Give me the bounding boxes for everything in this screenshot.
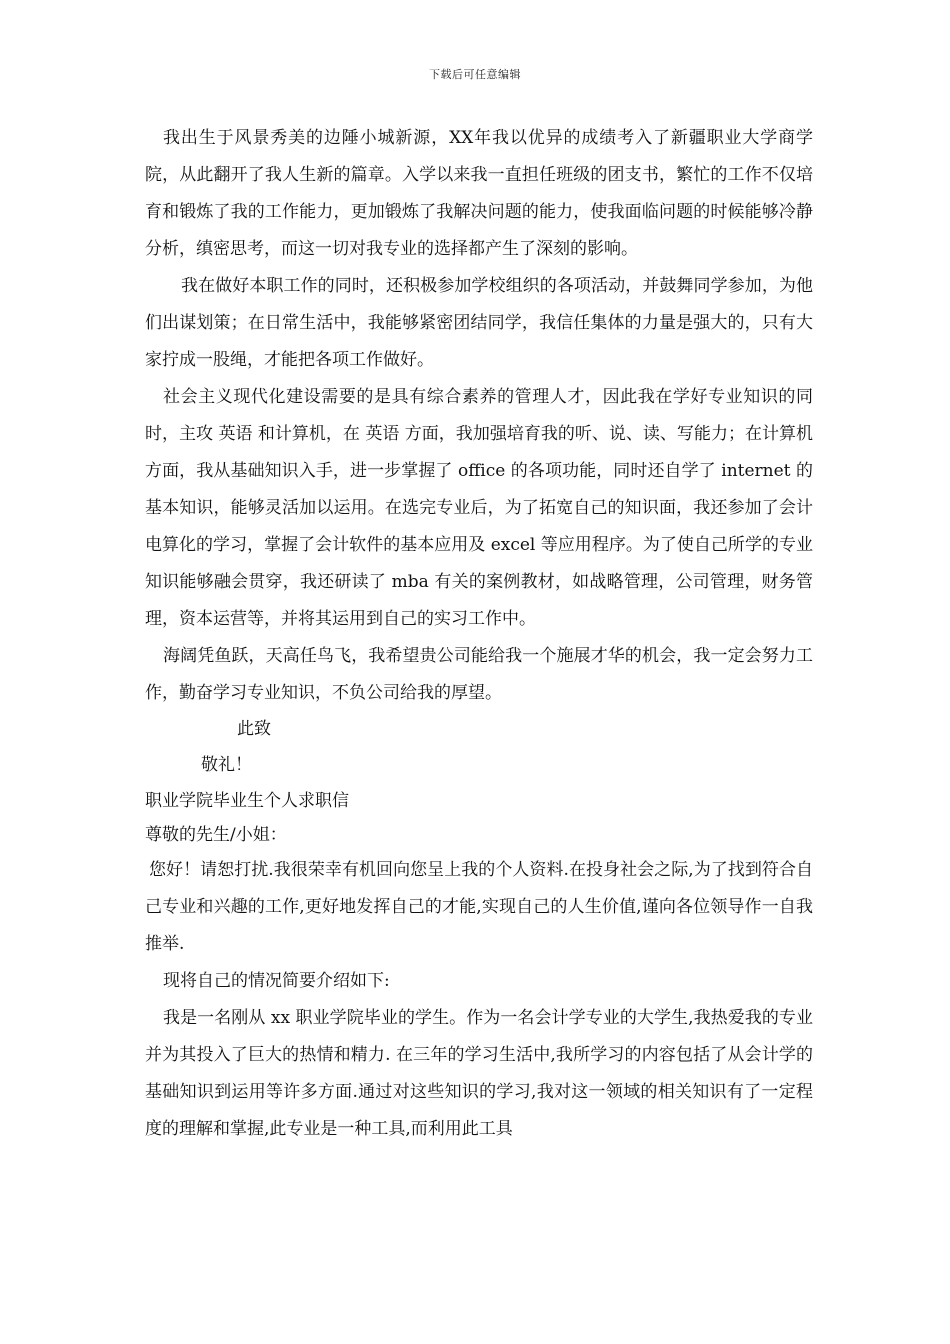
letter1-paragraph-4: 海阔凭鱼跃，天高任鸟飞，我希望贵公司能给我一个施展才华的机会，我一定会努力工作，勤奋学习专业知识，不负公司给我的厚望。 (145, 646, 813, 703)
closing-line-2: 敬礼！ (201, 755, 252, 775)
letter2-paragraph-2: 现将自己的情况简要介绍如下: (163, 971, 390, 991)
letter2-salutation: 尊敬的先生/小姐： (145, 825, 287, 845)
letter1-paragraph-2: 我在做好本职工作的同时，还积极参加学校组织的各项活动，并鼓舞同学参加，为他们出谋划策；在日常生活中，我能够紧密团结同学，我信任集体的力量是强大的，只有大家拧成一股绳，才能把各项工作做好。 (145, 276, 813, 370)
letter2-paragraph-3: 我是一名刚从 xx 职业学院毕业的学生。作为一名会计学专业的大学生,我热爱我的专业并为其投入了巨大的热情和精力. 在三年的学习生活中,我所学习的内容包括了从会计学的基础知识到运用等许多方面.通过对这些知识的学习,我对这一领域的相关知识有了一定程度的理解和掌握,此专业是一种工具,而利用此工具 (145, 1008, 813, 1139)
page-header: 下载后可任意编辑 (429, 68, 521, 81)
letter2-title: 职业学院毕业生个人求职信 (145, 791, 349, 811)
letter1-paragraph-1: 我出生于风景秀美的边陲小城新源，XX年我以优异的成绩考入了新疆职业大学商学院，从此翻开了我人生新的篇章。入学以来我一直担任班级的团支书，繁忙的工作不仅培育和锻炼了我的工作能力，更加锻炼了我解决问题的能力，使我面临问题的时候能够冷静分析，缜密思考，而这一切对我专业的选择都产生了深刻的影响。 (145, 128, 813, 259)
document-body (145, 120, 813, 1148)
letter1-paragraph-3: 社会主义现代化建设需要的是具有综合素养的管理人才，因此我在学好专业知识的同时，主攻 英语 和计算机，在 英语 方面，我加强培育我的听、说、读、写能力；在计算机方面，我从基础知识入手，进一步掌握了 office 的各项功能，同时还自学了 internet 的基本知识，能够灵活加以运用。在选完专业后，为了拓宽自己的知识面，我还参加了会计电算化的学习，掌握了会计软件的基本应用及 excel 等应用程序。为了使自己所学的专业知识能够融会贯穿，我还研读了 mba 有关的案例教材，如战略管理，公司管理，财务管理，资本运营等，并将其运用到自己的实习工作中。 (145, 387, 813, 629)
letter2-paragraph-1: 您好！请恕打扰.我很荣幸有机回向您呈上我的个人资料.在投身社会之际,为了找到符合自己专业和兴趣的工作,更好地发挥自己的才能,实现自己的人生价值,谨向各位领导作一自我推举. (145, 860, 813, 954)
closing-line-1: 此致 (237, 719, 271, 739)
